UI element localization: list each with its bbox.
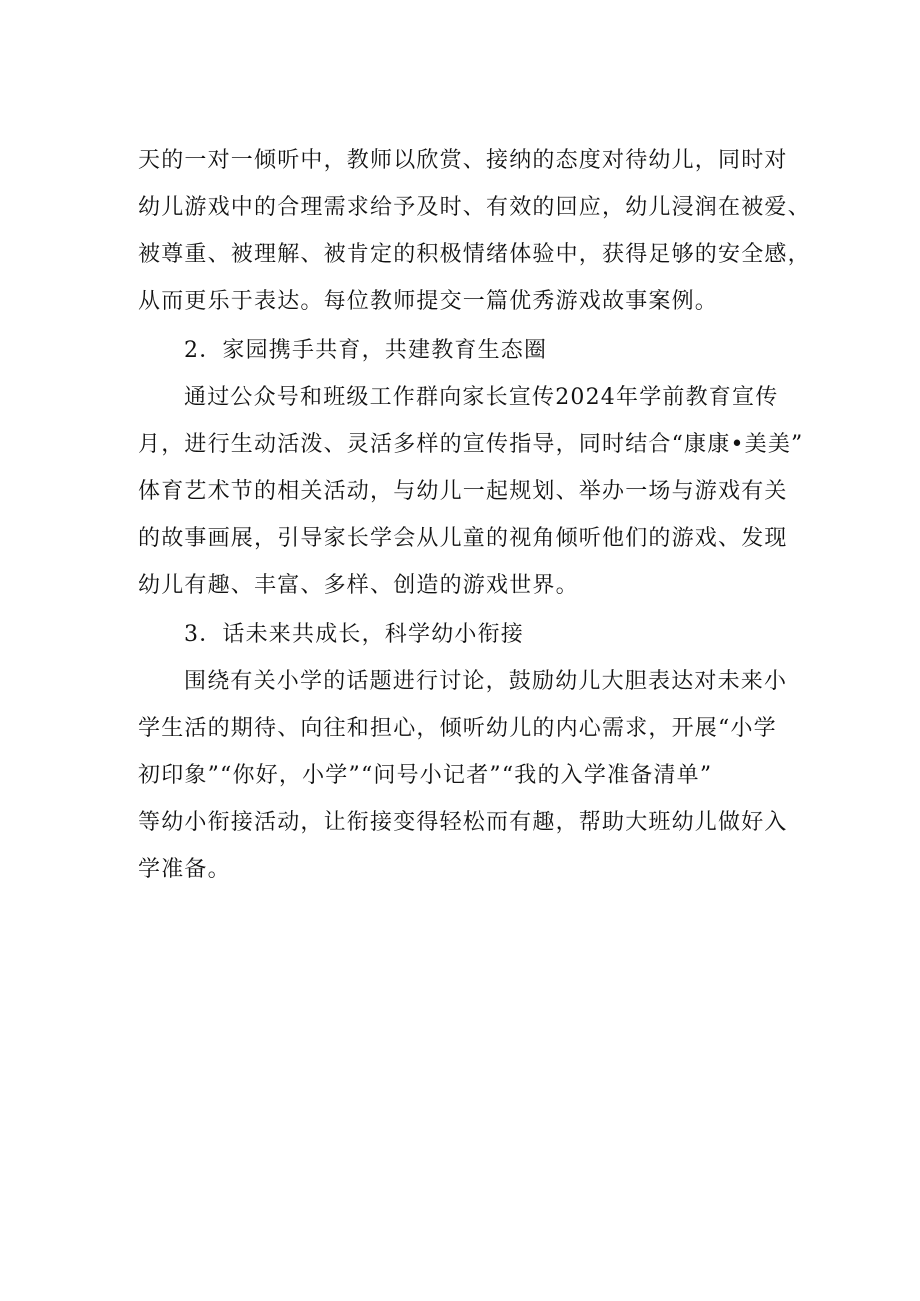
text-line: 学生活的期待、向往和担心，倾听幼儿的内心需求，开展“小学 xyxy=(138,716,777,741)
text-line: 从而更乐于表达。每位教师提交一篇优秀游戏故事案例。 xyxy=(138,289,719,314)
text-line: 等幼小衔接活动，让衔接变得轻松而有趣，帮助大班幼儿做好入 xyxy=(138,810,788,835)
text-line: 初印象”“你好，小学”“问号小记者”“我的入学准备清单” xyxy=(138,763,713,788)
text-line: 天的一对一倾听中，教师以欣赏、接纳的态度对待幼儿，同时对 xyxy=(138,148,788,173)
text-line: 体育艺术节的相关活动，与幼儿一起规划、举办一场与游戏有关 xyxy=(138,479,788,504)
paragraph-transition xyxy=(138,658,798,893)
text-line: 通过公众号和班级工作群向家长宣传2024年学前教育宣传 xyxy=(184,385,779,410)
text-line: 围绕有关小学的话题进行讨论，鼓励幼儿大胆表达对未来小 xyxy=(184,669,788,694)
text-line: 幼儿游戏中的合理需求给予及时、有效的回应，幼儿浸润在被爱、 xyxy=(138,195,811,220)
document-body xyxy=(138,137,811,893)
text-line: 月，进行生动活泼、灵活多样的宣传指导，同时结合“康康•美美” xyxy=(138,432,804,457)
text-line: 的故事画展，引导家长学会从儿童的视角倾听他们的游戏、发现 xyxy=(138,526,788,551)
paragraph-home-school xyxy=(138,374,804,609)
text-line: 学准备。 xyxy=(138,857,231,882)
section-heading-transition: 3．话未来共成长，科学幼小衔接 xyxy=(184,622,524,647)
paragraph-teacher-listening xyxy=(138,137,811,325)
text-line: 幼儿有趣、丰富、多样、创造的游戏世界。 xyxy=(138,573,579,598)
text-line: 被尊重、被理解、被肯定的积极情绪体验中，获得足够的安全感， xyxy=(138,242,811,267)
section-heading-home-school: 2．家园携手共育，共建教育生态圈 xyxy=(184,338,548,363)
